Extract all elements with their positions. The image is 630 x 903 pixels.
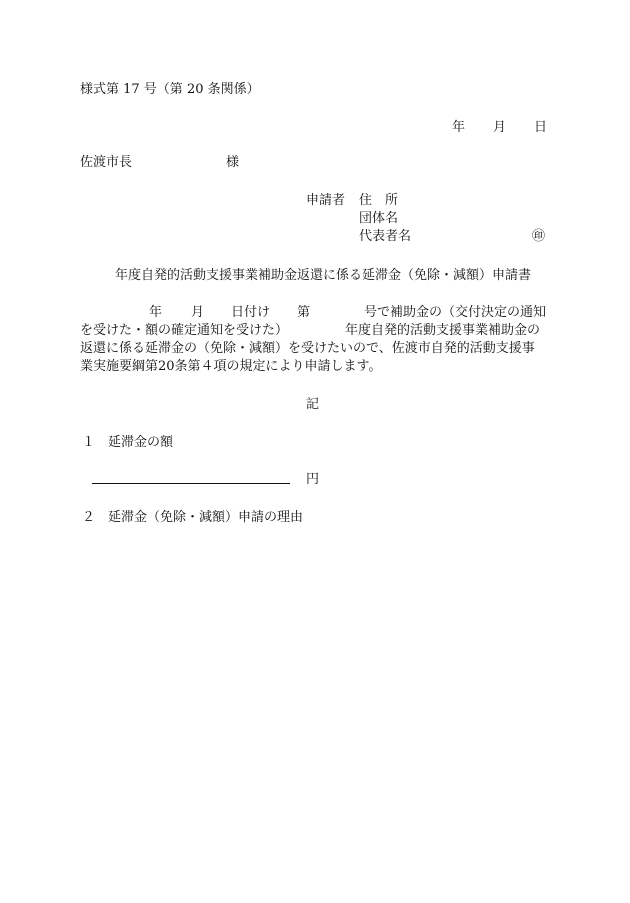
body-number-prefix: 第	[297, 305, 311, 320]
body-line2-part2: 年度自発的活動支援事業補助金の	[345, 323, 541, 338]
applicant-label: 申請者	[306, 193, 346, 208]
item1-number: １	[82, 435, 96, 450]
item1-unit: 円	[306, 472, 320, 487]
applicant-address-label: 住 所	[359, 193, 399, 208]
item2-label: 延滞金（免除・減額）申請の理由	[108, 510, 304, 525]
body-line3: 返還に係る延滞金の（免除・減額）を受けたいので、佐渡市自発的活動支援事	[80, 341, 535, 356]
addressee-name: 佐渡市長	[80, 155, 133, 170]
body-line4: 業実施要綱第20条第４項の規定により申請します。	[80, 359, 382, 374]
date-month-label: 月	[493, 120, 507, 135]
amount-input-line	[92, 483, 290, 484]
date-year-label: 年	[452, 120, 466, 135]
document-title: 年度自発的活動支援事業補助金返還に係る延滞金（免除・減額）申請書	[115, 268, 532, 283]
item1-label: 延滞金の額	[108, 435, 174, 450]
body-month: 月	[191, 305, 205, 320]
applicant-rep-label: 代表者名	[359, 229, 412, 244]
form-number: 様式第 17 号（第 20 条関係）	[80, 82, 260, 97]
addressee-honorific: 様	[226, 155, 240, 170]
item2-number: ２	[82, 510, 96, 525]
date-day-label: 日	[534, 120, 548, 135]
body-line1-rest: 号で補助金の（交付決定の通知	[364, 305, 547, 320]
body-line2-part1: を受けた・額の確定通知を受けた）	[80, 323, 289, 338]
body-year: 年	[149, 305, 163, 320]
body-dated: 日付け	[231, 305, 271, 320]
ki-heading: 記	[306, 397, 320, 412]
applicant-org-label: 団体名	[359, 211, 399, 226]
seal-icon: ㊞	[532, 229, 546, 244]
